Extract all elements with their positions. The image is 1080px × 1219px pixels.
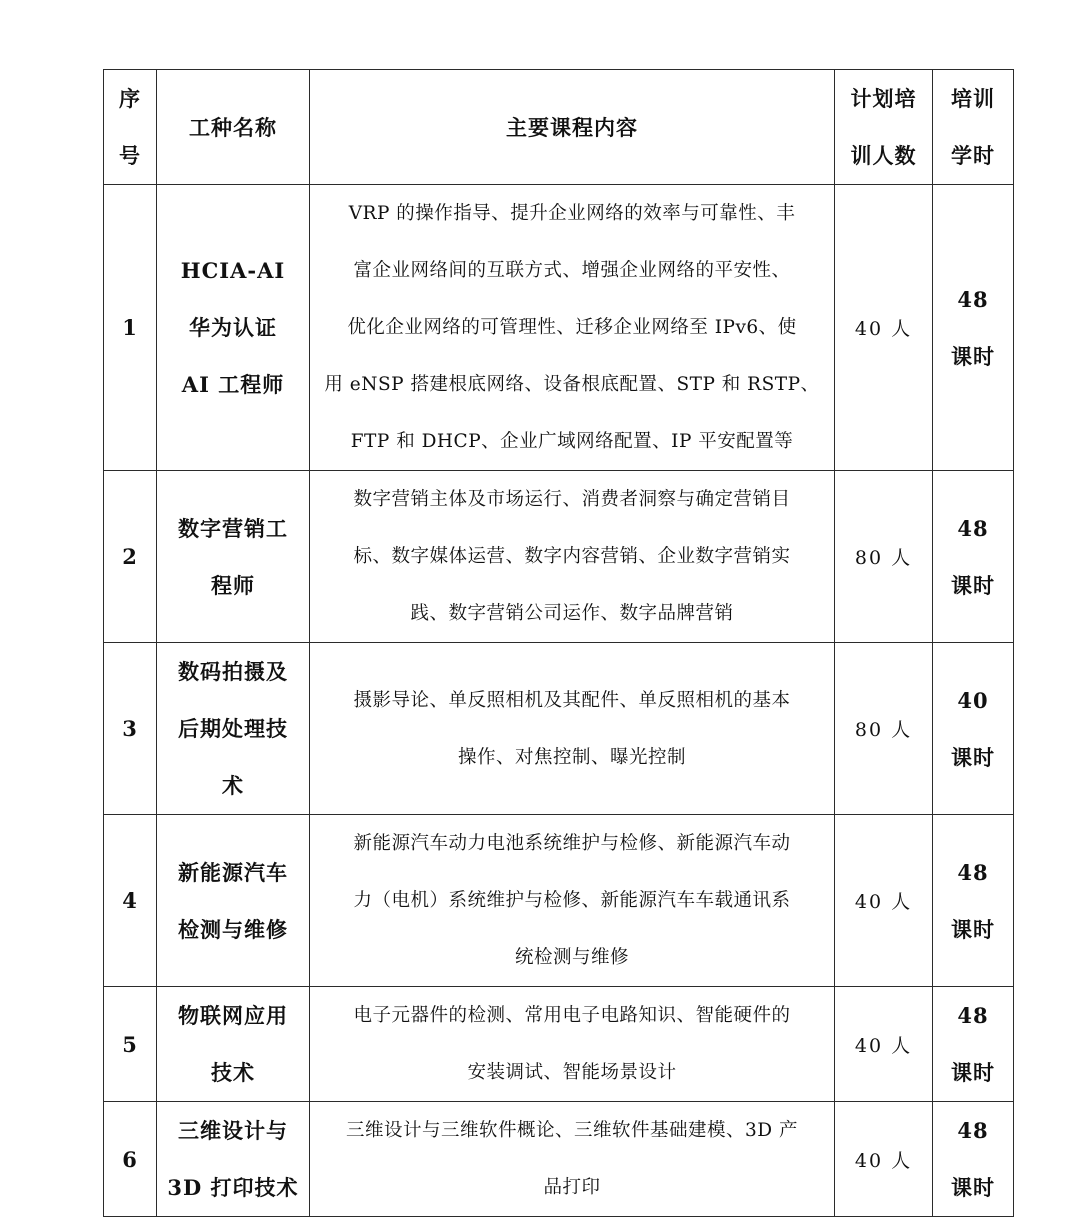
- row-course-line: 三维设计与三维软件概论、三维软件基础建模、3D 产: [346, 1120, 798, 1141]
- header-count-line: 训人数: [850, 143, 917, 168]
- header-hours: [933, 70, 1014, 185]
- table-row: [104, 471, 1014, 643]
- row-seq: 2: [104, 471, 157, 643]
- row-name-line: 程师: [211, 572, 255, 598]
- table-row: [104, 185, 1014, 471]
- row-course-line: 安装调试、智能场景设计: [467, 1062, 677, 1083]
- row-hours: [933, 987, 1014, 1102]
- row-name: [157, 643, 310, 815]
- row-course-line: 用 eNSP 搭建根底网络、设备根底配置、STP 和 RSTP、: [324, 374, 820, 395]
- header-seq-line: 号: [119, 143, 141, 168]
- row-course: [310, 185, 835, 471]
- row-hours-value: 48: [957, 515, 989, 541]
- row-name-line: 华为认证: [189, 315, 277, 340]
- row-course-line: 操作、对焦控制、曝光控制: [457, 746, 686, 768]
- row-name: [157, 185, 310, 471]
- header-row: [104, 70, 1014, 185]
- row-course: [310, 643, 835, 815]
- row-count: 40 人: [835, 1102, 933, 1217]
- row-name-line: HCIA-AI: [180, 258, 286, 283]
- row-seq: 5: [104, 987, 157, 1102]
- header-seq-line: 序: [119, 86, 141, 111]
- row-hours-value: 40: [957, 687, 989, 713]
- row-seq: 4: [104, 815, 157, 987]
- row-hours: [933, 815, 1014, 987]
- row-course-line: 践、数字营销公司运作、数字品牌营销: [410, 603, 734, 624]
- row-hours-unit: 课时: [951, 744, 995, 770]
- row-hours-unit: 课时: [951, 572, 995, 598]
- header-seq: [104, 70, 157, 185]
- row-seq: 6: [104, 1102, 157, 1217]
- table-row: [104, 643, 1014, 815]
- row-hours: [933, 185, 1014, 471]
- header-course: [310, 70, 835, 185]
- row-name: [157, 987, 310, 1102]
- row-hours: [933, 471, 1014, 643]
- row-hours-value: 48: [957, 286, 989, 312]
- row-course: [310, 471, 835, 643]
- training-plan-table: [103, 69, 1014, 1217]
- row-course-line: 统检测与维修: [514, 947, 629, 968]
- row-name-line: 物联网应用: [178, 1003, 288, 1028]
- header-hours-line: 培训: [951, 86, 995, 111]
- row-course: [310, 987, 835, 1102]
- row-course-line: FTP 和 DHCP、企业广域网络配置、IP 平安配置等: [350, 431, 794, 452]
- row-name-line: 数字营销工: [178, 515, 288, 541]
- row-course-line: VRP 的操作指导、提升企业网络的效率与可靠性、丰: [348, 203, 796, 224]
- row-course-line: 新能源汽车动力电池系统维护与检修、新能源汽车动: [353, 833, 791, 854]
- header-course-line: 主要课程内容: [506, 114, 638, 140]
- row-count: 40 人: [835, 815, 933, 987]
- row-hours-unit: 课时: [951, 1175, 995, 1200]
- row-seq: 1: [104, 185, 157, 471]
- row-course-line: 优化企业网络的可管理性、迁移企业网络至 IPv6、使: [347, 317, 797, 338]
- row-course: [310, 1102, 835, 1217]
- row-course-line: 数字营销主体及市场运行、消费者洞察与确定营销目: [353, 489, 791, 510]
- header-name-line: 工种名称: [189, 114, 277, 140]
- row-name: [157, 815, 310, 987]
- row-name-line: 后期处理技: [178, 716, 288, 741]
- header-name: [157, 70, 310, 185]
- row-count: 80 人: [835, 643, 933, 815]
- row-course-line: 富企业网络间的互联方式、增强企业网络的平安性、: [353, 260, 791, 281]
- row-course-line: 电子元器件的检测、常用电子电路知识、智能硬件的: [353, 1005, 791, 1026]
- header-count-line: 计划培: [850, 86, 917, 111]
- row-hours-value: 48: [957, 859, 989, 885]
- row-course-line: 标、数字媒体运营、数字内容营销、企业数字营销实: [353, 546, 791, 567]
- table-row: [104, 815, 1014, 987]
- row-course-line: 品打印: [543, 1177, 601, 1198]
- row-hours: [933, 643, 1014, 815]
- row-name-line: AI 工程师: [181, 372, 285, 397]
- row-hours-unit: 课时: [951, 343, 995, 369]
- row-count: 40 人: [835, 185, 933, 471]
- row-hours-value: 48: [957, 1003, 989, 1028]
- header-count: [835, 70, 933, 185]
- row-course: [310, 815, 835, 987]
- row-name-line: 术: [222, 773, 244, 798]
- row-name-line: 三维设计与: [178, 1118, 288, 1143]
- row-hours-unit: 课时: [951, 916, 995, 942]
- row-count: 40 人: [835, 987, 933, 1102]
- table-row: [104, 987, 1014, 1102]
- row-hours: [933, 1102, 1014, 1217]
- row-name: [157, 471, 310, 643]
- header-hours-line: 学时: [951, 143, 995, 168]
- row-name-line: 数码拍摄及: [178, 659, 288, 684]
- row-name: [157, 1102, 310, 1217]
- row-course-line: 力（电机）系统维护与检修、新能源汽车车载通讯系: [353, 890, 791, 911]
- row-hours-unit: 课时: [951, 1060, 995, 1085]
- table-row: [104, 1102, 1014, 1217]
- row-name-line: 技术: [211, 1060, 255, 1085]
- row-course-line: 摄影导论、单反照相机及其配件、单反照相机的基本: [353, 689, 791, 711]
- row-name-line: 新能源汽车: [178, 859, 288, 885]
- row-seq: 3: [104, 643, 157, 815]
- row-name-line: 3D 打印技术: [167, 1175, 299, 1200]
- row-hours-value: 48: [957, 1118, 989, 1143]
- row-count: 80 人: [835, 471, 933, 643]
- row-name-line: 检测与维修: [178, 916, 288, 942]
